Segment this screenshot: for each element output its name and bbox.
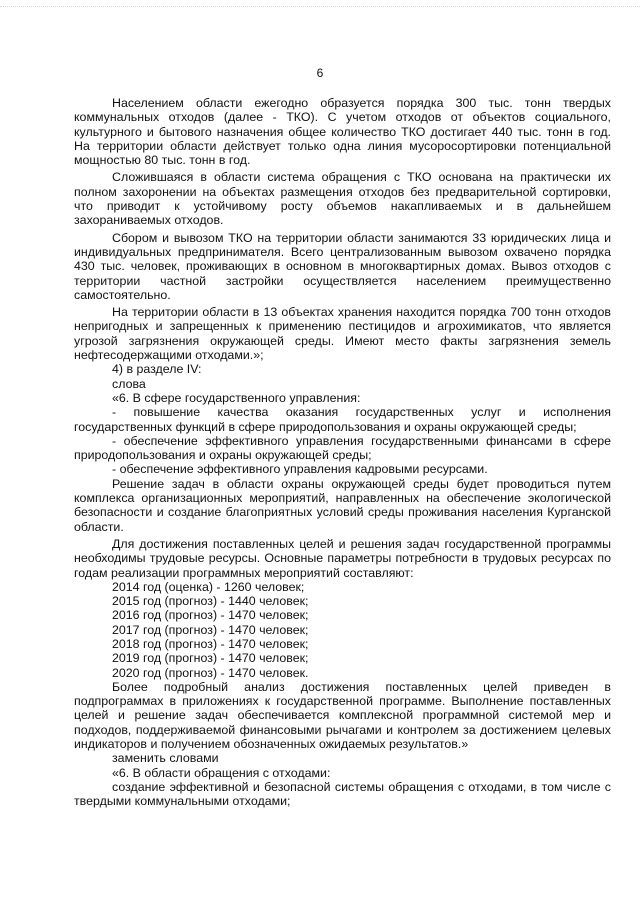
labor-year-2018: 2018 год (прогноз) - 1470 человек; <box>112 636 309 651</box>
labor-year-2017: 2017 год (прогноз) - 1470 человек; <box>112 622 309 637</box>
list-item-personnel: - обеспечение эффективного управления кадровыми ресурсами. <box>112 462 488 477</box>
paragraph-tko-volume: Населением области ежегодно образуется порядка 300 тыс. тонн твердых коммунальных отходов (далее - ТКО). С учетом отходов от объектов социального, культурного и бытового назначения общее количество ТКО достигает 440 тыс. тонн в год. На территории области действует только одна линия мусоросортировки потенциальной мощностью 80 тыс. тонн в год. <box>74 96 611 168</box>
labor-year-2015: 2015 год (прогноз) - 1440 человек; <box>112 594 309 609</box>
labor-year-2014: 2014 год (оценка) - 1260 человек; <box>112 579 305 594</box>
paragraph-detailed-analysis: Более подробный анализ достижения поставленных целей приведен в подпрограммах в приложениях к государственной программе. Выполнение поставленных целей и решение задач обеспечивается комплексной программной системой мер и подходов, поддерживаемой финансовыми рычагами и контролем за достижением целевых индикаторов и получением обозначенных ожидаемых результатов.» <box>74 679 611 752</box>
paragraph-tko-system: Сложившаяся в области система обращения с ТКО основана на практически их полном захоронении на объектах размещения отходов без предварительной сортировки, что приводит к устойчивому росту объемов накапливаемых и в дальнейшем захораниваемых отходов. <box>74 170 611 228</box>
paragraph-waste-system: создание эффективной и безопасной системы обращения с отходами, в том числе с твердыми коммунальными отходами; <box>74 779 611 809</box>
paragraph-tko-collection: Сбором и вывозом ТКО на территории области занимаются 33 юридических лица и индивидуальных предпринимателя. Всего централизованным вывозом охвачено порядка 430 тыс. человек, проживающих в основном в многоквартирных домах. Вывоз отходов с территории частной застройки осуществляется населением преимущественно самостоятельно. <box>74 230 611 302</box>
list-item-services: - повышение качества оказания государственных услуг и исполнения государственных функций в сфере природопользования и охраны окружающей среды; <box>74 405 611 434</box>
paragraph-replace-with: заменить словами <box>112 751 219 766</box>
list-item-finances: - обеспечение эффективного управления государственными финансами в сфере природопользования и охраны окружающей среды; <box>74 433 611 463</box>
paragraph-state-management-heading: «6. В сфере государственного управления: <box>112 390 361 405</box>
labor-year-2020: 2020 год (прогноз) - 1470 человек. <box>112 665 309 680</box>
labor-year-2019: 2019 год (прогноз) - 1470 человек; <box>112 651 309 666</box>
paragraph-section-iv: 4) в разделе IV: <box>112 362 202 377</box>
labor-year-2016: 2016 год (прогноз) - 1470 человек; <box>112 608 309 623</box>
paragraph-pesticides: На территории области в 13 объектах хранения находится порядка 700 тонн отходов непригодных и запрещенных к применению пестицидов и агрохимикатов, что является угрозой загрязнения окружающей среды. Имеют место факты загрязнения земель нефтесодержащими отходами.»; <box>74 305 611 363</box>
paragraph-labor-resources: Для достижения поставленных целей и решения задач государственной программы необходимы трудовые ресурсы. Основные параметры потребности в трудовых ресурсах по годам реализации программных мероприятий составляют: <box>74 536 611 580</box>
paragraph-words: слова <box>112 376 146 391</box>
page-number: 6 <box>316 66 324 80</box>
document-body <box>74 96 611 809</box>
paragraph-waste-heading: «6. В области обращения с отходами: <box>112 765 331 780</box>
scan-edge-noise <box>0 6 640 9</box>
paragraph-tasks-solution: Решение задач в области охраны окружающей среды будет проводиться путем комплекса организационных мероприятий, направленных на обеспечение экологической безопасности и создание благоприятных условий среды проживания населения Курганской области. <box>74 476 611 534</box>
